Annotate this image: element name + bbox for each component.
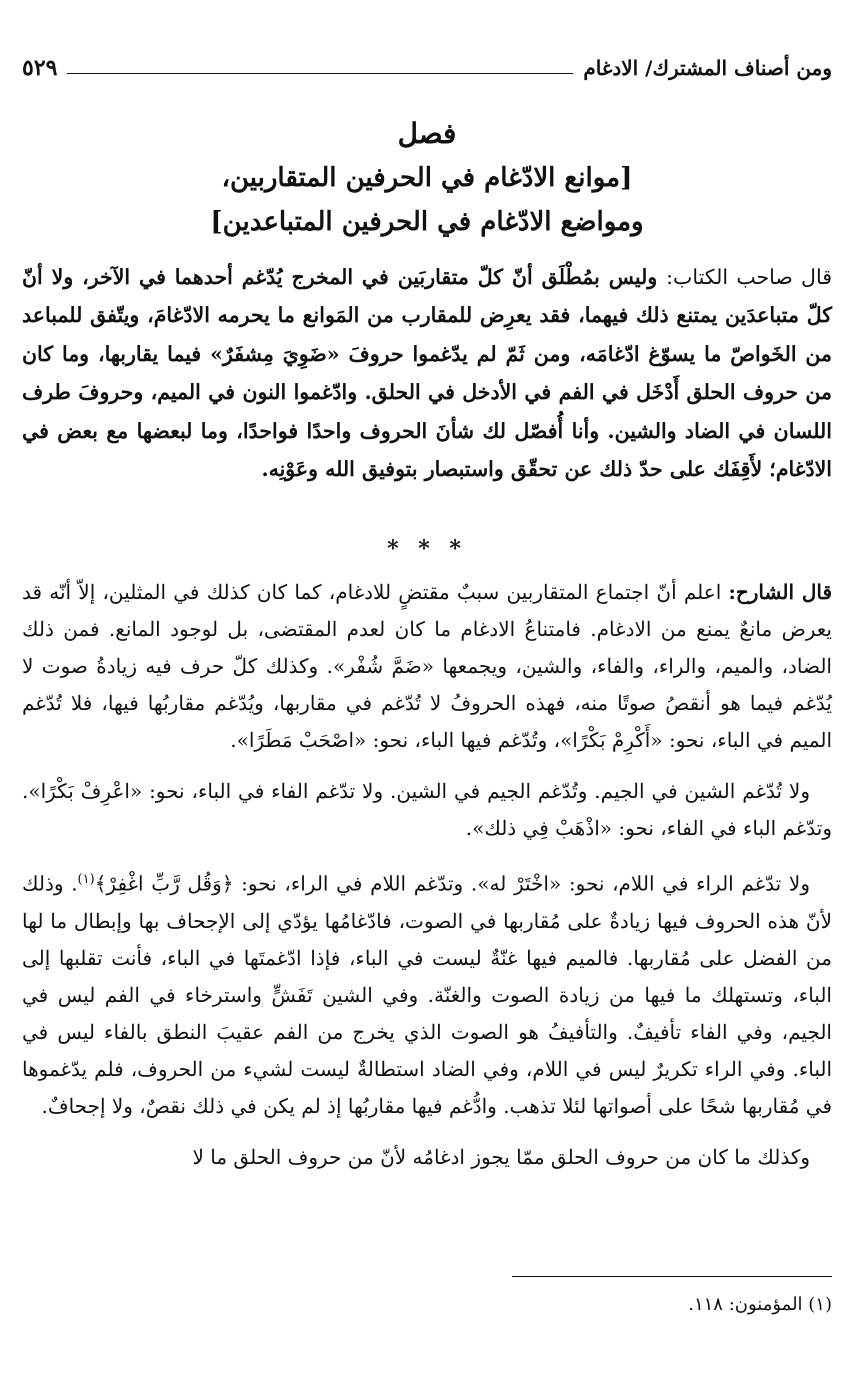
author-text: [22, 258, 832, 488]
author-lead: قال صاحب الكتاب:: [666, 265, 832, 289]
footnote: (١) المؤمنون: ١١٨.: [688, 1294, 832, 1315]
commentary-p1-body: اعلم أنّ اجتماع المتقاربين سببٌ مقتضٍ للادغام، كما كان كذلك في المثلين، إلاّ أنّه قد يعرض مانعٌ يمنع من الادغام. فامتناعُ الادغام ما كان لعدم المقتضى، بل لوجود المانع. فمن ذلك الضاد، والميم، والراء، والفاء، والشين، ويجمعها «ضَمَّ شُفْر». وكذلك كلّ حرف فيه زيادةُ صوت لا يُدّغم فيما هو أنقصُ صوتًا منه، فهذه الحروفُ لا تُدّغم في مقاربها، ويُدّغم مقاربُها فيها، فلا تُدّغم الميم في الباء، نحو: «أَكْرِمْ بَكْرًا»، وتُدّغم فيها الباء، نحو: «اصْحَبْ مَطَرًا».: [22, 580, 832, 752]
commentary-lead: قال الشارح:: [728, 580, 832, 604]
commentary-paragraph-3: [22, 861, 832, 1125]
commentary-paragraph-2: ولا تُدّغم الشين في الجيم. وتُدّغم الجيم في الشين. ولا تدّغم الفاء في الباء، نحو: «اعْرِفْ بَكْرًا». وتدّغم الباء في الفاء، نحو: «اذْهَبْ فِي ذلك».: [22, 779, 832, 840]
commentary-p3-part-b: . وذلك لأنّ هذه الحروف فيها زيادةٌ على مُقاربها في الصوت، فادّغامُها يؤدّي إلى الإجحاف بها وإبطال ما لها من الفضل على مُقاربها. فالميم فيها غنّةٌ ليست في الباء، فإذا ادّغمتَها في الباء، فأنت تقلبها إلى الباء، وتستهلك ما فيها من زيادة الصوت والغنّة. وفي الشين تَفَشٍّ واسترخاء في الفم ليس في الجيم، وفي الفاء تأفيفٌ. والتأفيفُ هو الصوت الذي يخرج من الفم عقيبَ النطق بالفاء ليس في الباء. وفي الراء تكريرٌ ليس في اللام، وفي الضاد استطالةٌ ليست لشيء من الحروف، فلم يدّغموها في مُقاربها شحًا على أصواتها لئلا تذهب. وادُّغم فيها مقاربُها إذ لم يكن في ذلك نقصٌ، ولا إجحافٌ.: [22, 871, 832, 1118]
running-head-section: ومن أصناف المشترك/ الادغام: [583, 56, 832, 80]
page-number: ٥٢٩: [22, 55, 58, 81]
chapter-heading: [22, 112, 832, 244]
heading-title: فصل: [397, 117, 457, 150]
commentary-paragraph-1: [22, 574, 832, 759]
author-body: وليس بمُطْلَق أنّ كلّ متقاربَين في المخرج يُدّغم أحدهما في الآخر، ولا أنّ كلّ متباعدَين يمتنع ذلك فيهما، فقد يعرِض للمقارب من المَوانع ما يحرمه الادّغامَ، ويتّفق للمباعد من الخَواصّ ما يسوّغ ادّغامَه، ومن ثَمّ لم يدّغموا حروفَ «ضَوِيَ مِشفَرٌ» فيما يقاربها، وما كان من حروف الحلق أَدْخَل في الفم في الأدخل في الحلق. وادّغموا النون في الميم، وحروفَ طرف اللسان في الضاد والشين. وأنا أُفصّل لك شأنَ الحروف واحدًا فواحدًا، وما لبعضها مع بعض في الادّغام؛ لأَقِفَك على حدّ ذلك عن تحقّق واستبصار بتوفيق الله وعَوْنِه.: [22, 265, 832, 482]
book-page: [22, 0, 832, 1378]
commentary-p3-part-a: ولا تدّغم الراء في اللام، نحو: «اخْتَرْ له». وتدّغم اللام في الراء، نحو: ﴿وَقُل رَّبِّ اغْفِرْ﴾: [94, 871, 810, 896]
heading-line-1: [موانع الادّغام في الحرفين المتقاربين،: [221, 163, 633, 193]
separator-asterisks: * * *: [387, 536, 467, 562]
header-rule: [67, 73, 573, 74]
heading-line-2: ومواضع الادّغام في الحرفين المتباعدين]: [210, 207, 644, 237]
footnote-reference: (١): [77, 872, 95, 887]
commentary-paragraph-4: وكذلك ما كان من حروف الحلق ممّا يجوز ادغامُه لأنّ من حروف الحلق ما لا: [192, 1144, 810, 1169]
footnote-rule: [512, 1276, 832, 1277]
running-head: [22, 48, 832, 88]
commentary: [22, 574, 832, 1190]
